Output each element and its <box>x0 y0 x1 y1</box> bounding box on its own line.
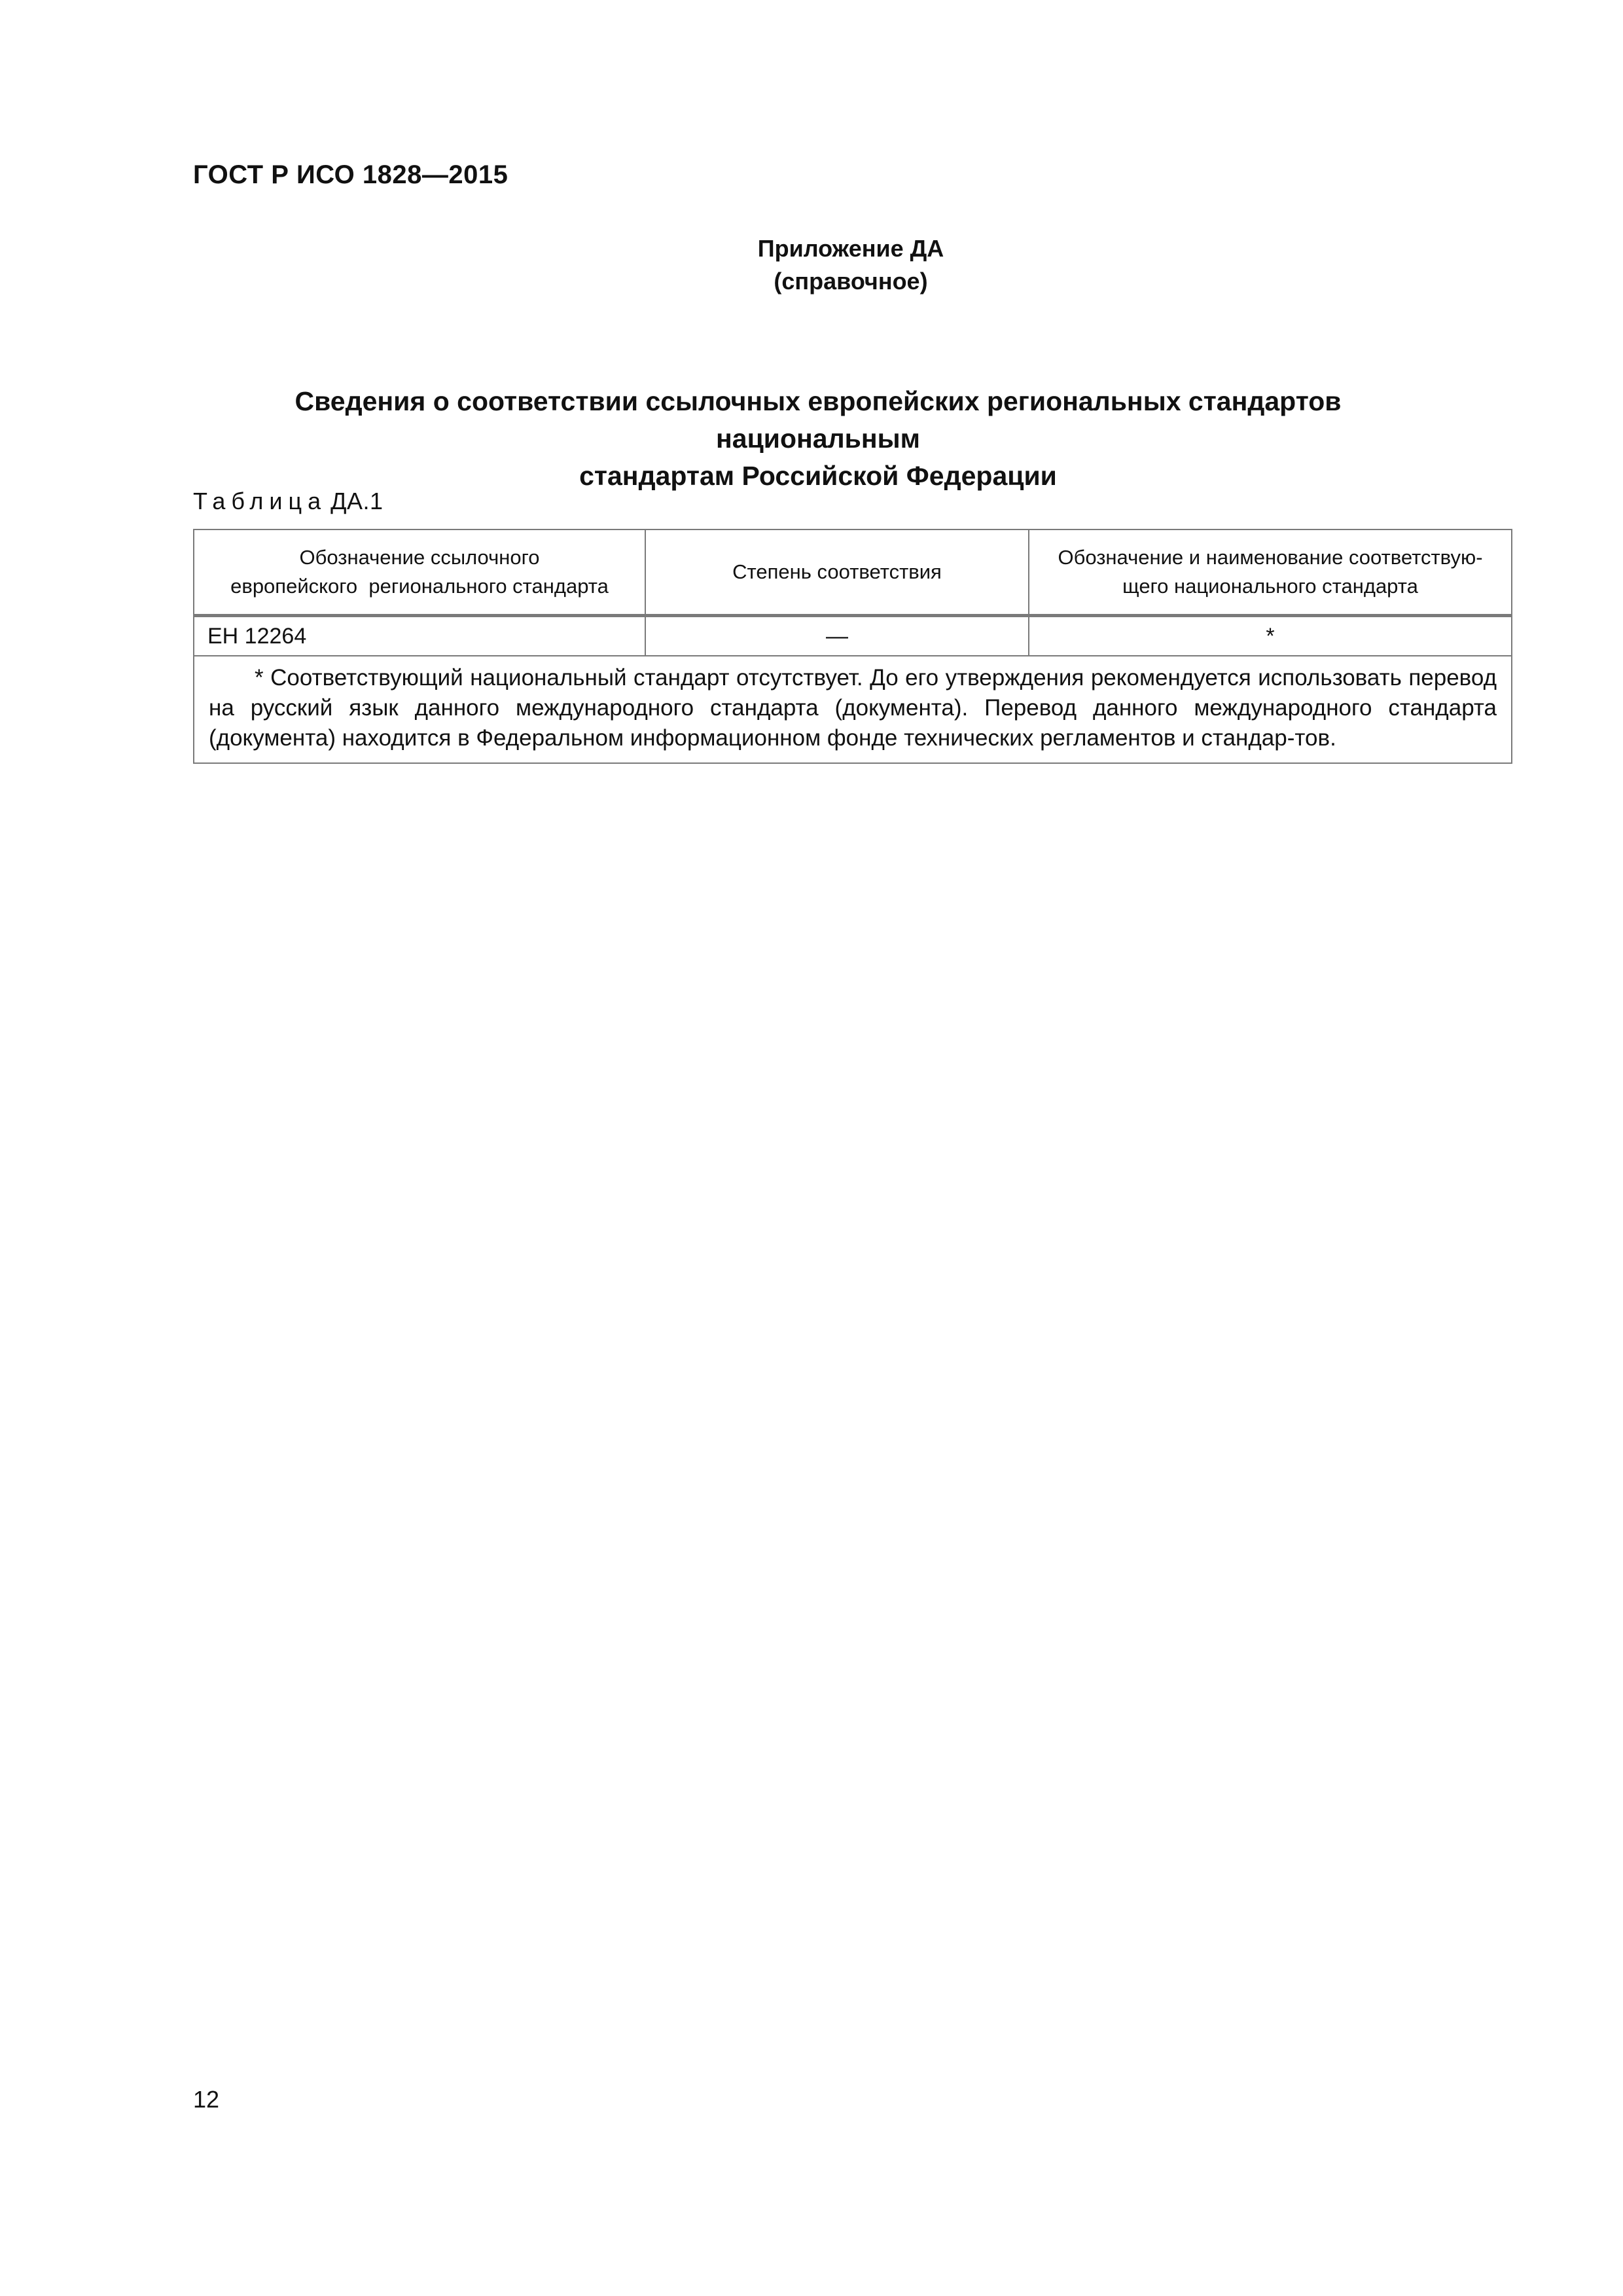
table-header-row <box>194 529 1512 616</box>
header-degree-of-correspondence: Степень соответствия <box>645 529 1029 616</box>
cell-national-standard: * <box>1029 616 1512 656</box>
appendix-label: Приложение ДА <box>757 235 944 262</box>
section-title-line-2: стандартам Российской Федерации <box>579 461 1057 491</box>
correspondence-table <box>193 529 1512 764</box>
header-national-standard <box>1029 529 1512 616</box>
cell-degree-of-correspondence: — <box>645 616 1029 656</box>
header-national-standard-line-2: щего национального стандарта <box>1122 575 1418 598</box>
header-national-standard-line-1: Обозначение и наименование соответствую- <box>1058 546 1483 569</box>
appendix-heading <box>654 232 1047 298</box>
table-caption <box>193 488 383 515</box>
appendix-type: (справочное) <box>774 268 928 295</box>
document-code: ГОСТ Р ИСО 1828—2015 <box>193 160 508 189</box>
header-reference-designation <box>194 529 645 616</box>
section-title-line-1: Сведения о соответствии ссылочных европейских региональных стандартов национальным <box>294 386 1342 454</box>
table-footnote-text: * Соответствующий национальный стандарт отсутствует. До его утверждения рекомендуется использовать перевод на русский язык данного международного стандарта (документа). Перевод данного международного стандарта (документа) находится в Федеральном информационном фонде технических регламентов и стандар-тов. <box>209 665 1497 751</box>
cell-reference-designation: ЕН 12264 <box>194 616 645 656</box>
header-reference-designation-line-2: европейского регионального стандарта <box>230 575 609 598</box>
table-footnote-row <box>194 656 1512 763</box>
table-caption-word: Таблица <box>193 488 327 514</box>
header-reference-designation-line-1: Обозначение ссылочного <box>299 546 540 569</box>
page-number: 12 <box>193 2086 220 2113</box>
table-caption-number: ДА.1 <box>330 488 383 514</box>
section-title <box>193 383 1443 495</box>
table-row <box>194 616 1512 656</box>
table-footnote <box>194 656 1512 763</box>
